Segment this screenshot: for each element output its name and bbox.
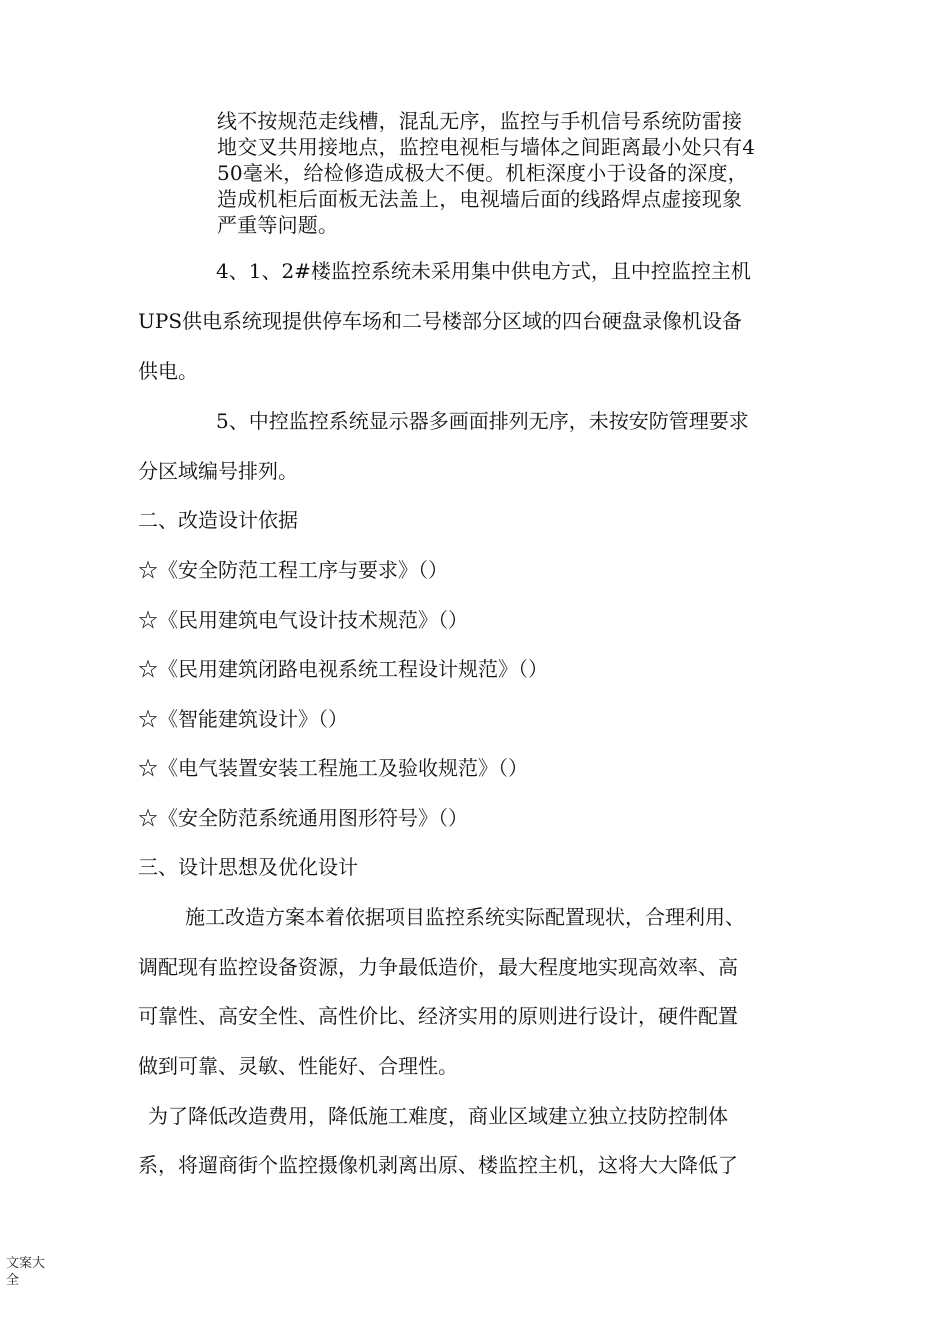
paragraph-1-line: 可靠性、高安全性、高性价比、经济实用的原则进行设计，硬件配置 bbox=[138, 1004, 738, 1028]
reference-item: ☆《民用建筑闭路电视系统工程设计规范》（） bbox=[138, 657, 548, 681]
paragraph-1-line: 调配现有监控设备资源，力争最低造价，最大程度地实现高效率、高 bbox=[138, 955, 738, 979]
paragraph-2-line: 系，将遛商街个监控摄像机剥离出原、楼监控主机，这将大大降低了 bbox=[138, 1153, 738, 1177]
item-4-line-1: 4、1、2#楼监控系统未采用集中供电方式，且中控监控主机 bbox=[216, 259, 751, 283]
item-5-line-2: 分区域编号排列。 bbox=[138, 459, 298, 483]
reference-item: ☆《安全防范工程工序与要求》（） bbox=[138, 558, 448, 582]
item-5-line-1: 5、中控监控系统显示器多画面排列无序，未按安防管理要求 bbox=[216, 409, 749, 433]
paragraph-1-line: 做到可靠、灵敏、性能好、合理性。 bbox=[138, 1054, 458, 1078]
text-line: 地交叉共用接地点，监控电视柜与墙体之间距离最小处只有4 bbox=[217, 135, 756, 159]
section-2-heading: 二、改造设计依据 bbox=[138, 508, 298, 532]
paragraph-2-line: 为了降低改造费用，降低施工难度，商业区域建立独立技防控制体 bbox=[148, 1104, 728, 1128]
text-line: 50毫米，给检修造成极大不便。机柜深度小于设备的深度， bbox=[217, 161, 748, 185]
text-line: 造成机柜后面板无法盖上，电视墙后面的线路焊点虚接现象 bbox=[217, 187, 743, 211]
paragraph-1-line: 施工改造方案本着依据项目监控系统实际配置现状，合理利用、 bbox=[185, 905, 745, 929]
reference-item: ☆《安全防范系统通用图形符号》（） bbox=[138, 806, 468, 830]
item-4-line-3: 供电。 bbox=[138, 359, 198, 383]
section-3-heading: 三、设计思想及优化设计 bbox=[138, 855, 358, 879]
item-4-line-2: UPS供电系统现提供停车场和二号楼部分区域的四台硬盘录像机设备 bbox=[138, 309, 743, 333]
footer-label: 文案大全 bbox=[6, 1256, 46, 1288]
text-line: 严重等问题。 bbox=[217, 213, 339, 237]
reference-item: ☆《电气装置安装工程施工及验收规范》（） bbox=[138, 756, 528, 780]
text-line: 线不按规范走线槽，混乱无序，监控与手机信号系统防雷接 bbox=[217, 109, 743, 133]
continuation-paragraph bbox=[217, 108, 817, 238]
reference-item: ☆《智能建筑设计》（） bbox=[138, 707, 348, 731]
reference-item: ☆《民用建筑电气设计技术规范》（） bbox=[138, 608, 468, 632]
